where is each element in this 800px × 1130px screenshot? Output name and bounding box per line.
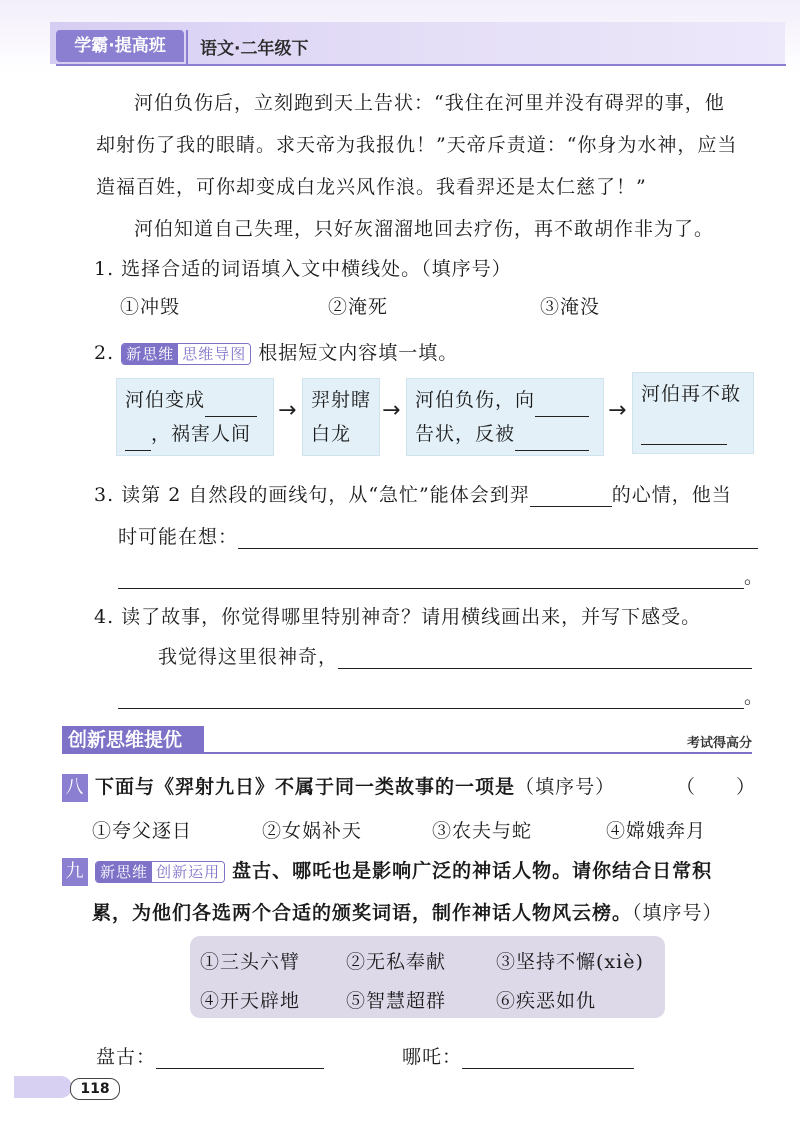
q9-line1 xyxy=(62,856,712,886)
flow-box-3 xyxy=(406,378,604,456)
q2-line xyxy=(94,338,458,365)
q4-line2 xyxy=(158,642,752,669)
award-word: ④开天辟地 xyxy=(200,990,301,1012)
flow-text: 河伯负伤，向 xyxy=(415,389,536,411)
q2-stem: 根据短文内容填一填。 xyxy=(258,342,459,364)
q8-line xyxy=(62,772,615,802)
period: 。 xyxy=(744,566,765,588)
section-title: 创新思维提优 xyxy=(62,726,204,754)
passage-line: 却射伤了我的眼睛。求天帝为我报仇！”天帝斥责道：“你身为水神，应当 xyxy=(96,134,738,156)
q9-hint: （填序号） xyxy=(632,902,723,924)
arrow-icon: → xyxy=(608,398,627,423)
award-word: ①三头六臂 xyxy=(200,951,301,973)
arrow-icon: → xyxy=(278,398,297,423)
answer-parentheses[interactable]: （ ） xyxy=(676,776,757,798)
tag-new-thinking: 新思维 xyxy=(96,862,152,882)
section-subtitle: 考试得高分 xyxy=(686,736,752,751)
q8-option: ②女娲补天 xyxy=(262,820,363,842)
page-number: 118 xyxy=(70,1078,120,1100)
q4-prompt: 我觉得这里很神奇， xyxy=(158,646,339,668)
q3-line3 xyxy=(118,562,764,589)
answer-blank[interactable] xyxy=(118,588,744,589)
award-word: ③坚持不懈(xiè) xyxy=(496,951,644,973)
flow-text: 河伯变成 xyxy=(125,389,206,411)
flow-text: ，祸害人间 xyxy=(151,423,252,445)
answer-blank[interactable] xyxy=(515,450,589,451)
q1-option: ①冲毁 xyxy=(120,296,181,318)
q2-number: 2. xyxy=(94,342,115,364)
q8-hint: （填序号） xyxy=(515,776,616,798)
award-word: ②无私奉献 xyxy=(346,951,447,973)
flow-text: 告状，反被 xyxy=(415,423,516,445)
flow-box-2 xyxy=(302,378,380,456)
q3-line1 xyxy=(94,480,732,507)
q8-option: ①夸父逐日 xyxy=(92,820,193,842)
q9-line2 xyxy=(92,898,723,925)
award-word: ⑥疾恶如仇 xyxy=(496,990,597,1012)
answer-blank[interactable] xyxy=(530,506,612,507)
page-number-bar xyxy=(14,1076,72,1098)
q8-option: ③农夫与蛇 xyxy=(432,820,533,842)
subject-label: 语文·二年级下 xyxy=(200,39,309,59)
q9-stem: 盘古、哪吒也是影响广泛的神话人物。请你结合日常积 xyxy=(232,860,713,882)
q3-line2 xyxy=(118,522,758,549)
q8-stem: 下面与《羿射九日》不属于同一类故事的一项是 xyxy=(95,776,516,798)
q2-tag xyxy=(121,343,251,365)
answer-blank[interactable] xyxy=(118,708,744,709)
answer-blank[interactable] xyxy=(125,450,151,451)
passage-line: 河伯知道自己失理，只好灰溜溜地回去疗伤，再不敢胡作非为了。 xyxy=(134,218,715,240)
flow-box-4 xyxy=(632,372,754,454)
q1-option: ③淹没 xyxy=(540,296,601,318)
flow-text: 河伯再不敢 xyxy=(641,383,742,405)
flow-box-1 xyxy=(116,378,274,456)
answer-blank[interactable] xyxy=(338,668,752,669)
pangu-answer xyxy=(96,1042,324,1069)
period: 。 xyxy=(744,686,765,708)
nezha-answer xyxy=(402,1042,634,1069)
answer-blank[interactable] xyxy=(238,548,758,549)
q8-number: 八 xyxy=(62,774,88,802)
tag-innovation: 创新运用 xyxy=(152,862,224,882)
q3-stem-cont: 的心情，他当 xyxy=(611,484,732,506)
passage-line: 造福百姓，可你却变成白龙兴风作浪。我看羿还是太仁慈了！” xyxy=(96,176,647,198)
q9-number: 九 xyxy=(62,858,88,886)
tag-mindmap: 思维导图 xyxy=(178,344,250,364)
q9-tag xyxy=(95,861,225,883)
q3-prompt: 时可能在想： xyxy=(118,526,239,548)
q3-stem: 3. 读第 2 自然段的画线句，从“急忙”能体会到羿 xyxy=(94,484,530,506)
flow-text: 羿射瞎 xyxy=(311,389,372,411)
q9-stem-cont: 累，为他们各选两个合适的颁奖词语，制作神话人物风云榜。 xyxy=(92,902,633,924)
nezha-label: 哪吒： xyxy=(402,1046,463,1068)
q8-option: ④嫦娥奔月 xyxy=(606,820,707,842)
answer-blank[interactable] xyxy=(156,1068,324,1069)
q1-option: ②淹死 xyxy=(328,296,389,318)
q1-stem: 1. 选择合适的词语填入文中横线处。（填序号） xyxy=(94,258,512,280)
passage-line: 河伯负伤后，立刻跑到天上告状：“我住在河里并没有碍羿的事，他 xyxy=(134,92,725,114)
section-underline xyxy=(62,752,752,754)
header-divider xyxy=(186,30,188,64)
award-word: ⑤智慧超群 xyxy=(346,990,447,1012)
flow-text: 白龙 xyxy=(311,423,352,445)
answer-blank[interactable] xyxy=(462,1068,634,1069)
brand-label: 学霸·提高班 xyxy=(56,30,184,62)
answer-blank[interactable] xyxy=(641,444,727,445)
header-underline xyxy=(56,64,786,66)
pangu-label: 盘古： xyxy=(96,1046,157,1068)
q4-line3 xyxy=(118,682,764,709)
arrow-icon: → xyxy=(382,398,401,423)
q4-stem: 4. 读了故事，你觉得哪里特别神奇？请用横线画出来，并写下感受。 xyxy=(94,606,702,628)
tag-new-thinking: 新思维 xyxy=(122,344,178,364)
